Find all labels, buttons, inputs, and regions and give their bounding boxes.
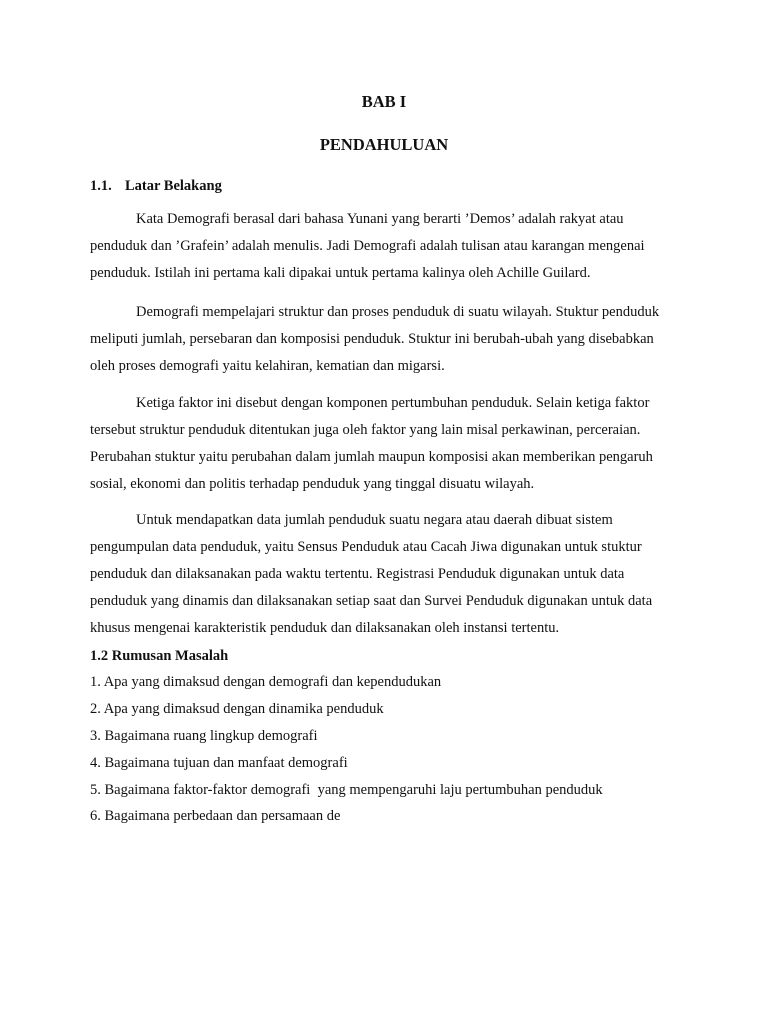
- section-title: Latar Belakang: [125, 178, 222, 194]
- section-number: 1.1.: [90, 178, 112, 194]
- list-item: 5. Bagaimana faktor-faktor demografi yang mempengaruhi laju pertumbuhan penduduk: [90, 782, 603, 798]
- list-item: 6. Bagaimana perbedaan dan persamaan de: [90, 808, 341, 824]
- list-item: 3. Bagaimana ruang lingkup demografi: [90, 728, 318, 744]
- paragraph-text: Demografi mempelajari struktur dan proses penduduk di suatu wilayah. Stuktur penduduk meliputi jumlah, persebaran dan komposisi penduduk. Stuktur ini berubah-ubah yang disebabkan oleh proses demografi yaitu kelahiran, kematian dan migarsi.: [90, 304, 660, 374]
- paragraph-1: [90, 206, 680, 287]
- paragraph-text: Kata Demografi berasal dari bahasa Yunani yang berarti ’Demos’ adalah rakyat atau penduduk dan ’Grafein’ adalah menulis. Jadi Demografi adalah tulisan atau karangan mengenai penduduk. Istilah ini pertama kali dipakai untuk pertama kalinya oleh Achille Guilard.: [90, 211, 645, 281]
- paragraph-3: [90, 390, 680, 498]
- paragraph-text: Untuk mendapatkan data jumlah penduduk suatu negara atau daerah dibuat sistem pengumpulan data penduduk, yaitu Sensus Penduduk atau Cacah Jiwa digunakan untuk stuktur penduduk dan dilaksanakan pada waktu tertentu. Registrasi Penduduk digunakan untuk data penduduk yang dinamis dan dilaksanakan setiap saat dan Survei Penduduk digunakan untuk data khusus mengenai karakteristik penduduk dan dilaksanakan oleh instansi tertentu.: [90, 512, 653, 636]
- list-item: 4. Bagaimana tujuan dan manfaat demografi: [90, 755, 348, 771]
- paragraph-4: [90, 507, 680, 642]
- section-heading-latar-belakang: [90, 177, 222, 195]
- list-item: 1. Apa yang dimaksud dengan demografi dan kependudukan: [90, 674, 442, 690]
- chapter-label: BAB I: [361, 92, 407, 111]
- chapter-title: PENDAHULUAN: [319, 135, 449, 154]
- paragraph-2: [90, 299, 680, 380]
- paragraph-text: Ketiga faktor ini disebut dengan komponen pertumbuhan penduduk. Selain ketiga faktor tersebut struktur penduduk ditentukan juga oleh faktor yang lain misal perkawinan, perceraian. Perubahan stuktur yaitu perubahan dalam jumlah maupun komposisi akan memberikan pengaruh sosial, ekonomi dan politis terhadap penduduk yang tinggal disuatu wilayah.: [90, 395, 653, 492]
- section-heading-rumusan-masalah: 1.2 Rumusan Masalah: [90, 648, 229, 664]
- list-item: 2. Apa yang dimaksud dengan dinamika penduduk: [90, 701, 384, 717]
